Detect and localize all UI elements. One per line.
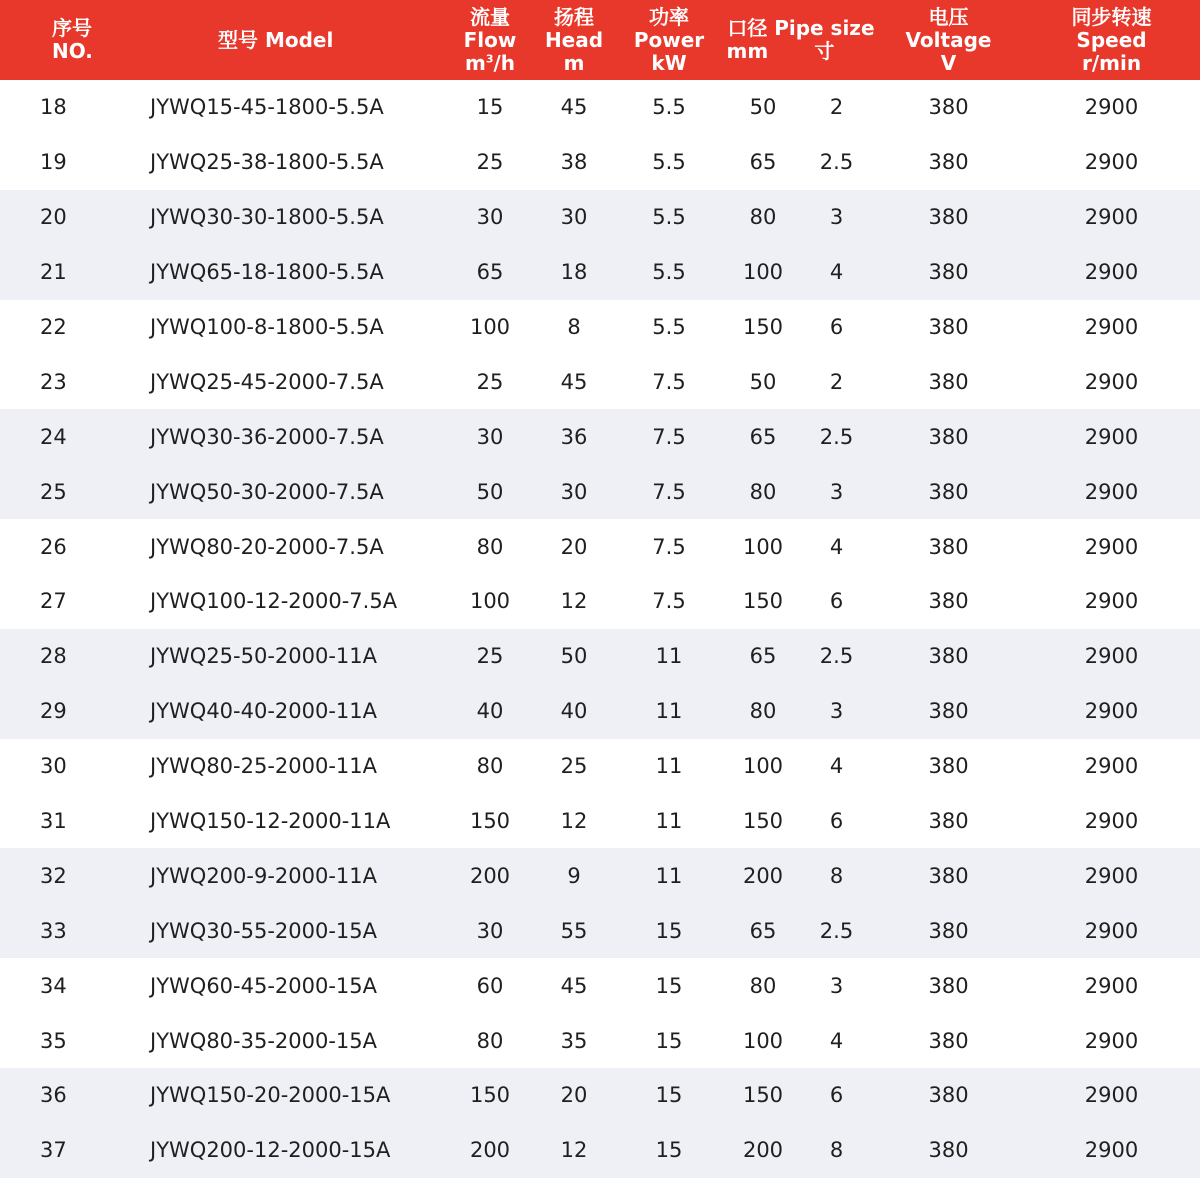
cell-power: 5.5 <box>652 150 686 175</box>
cell-pipe-mm: 65 <box>749 150 777 175</box>
table-row <box>0 354 1200 409</box>
cell-voltage: 380 <box>928 260 969 285</box>
header-voltage <box>874 0 1023 80</box>
cell-no: 34 <box>40 973 67 998</box>
cell-head: 8 <box>567 315 581 339</box>
cell-no: 26 <box>40 534 67 559</box>
cell-head: 12 <box>560 809 588 834</box>
header-pipe-mm: mm <box>726 39 769 63</box>
cell-flow: 150 <box>469 1083 511 1108</box>
cell-voltage: 380 <box>928 1138 969 1163</box>
cell-power: 11 <box>655 863 683 888</box>
cell-pipe-mm: 80 <box>749 973 777 998</box>
cell-flow: 200 <box>469 1138 511 1163</box>
cell-no: 22 <box>40 315 67 339</box>
cell-no: 31 <box>40 809 67 834</box>
cell-flow: 50 <box>476 479 504 504</box>
cell-speed: 2900 <box>1084 589 1139 614</box>
cell-voltage: 380 <box>928 534 969 559</box>
cell-model: JYWQ25-38-1800-5.5A <box>150 150 384 175</box>
cell-no: 28 <box>40 644 67 669</box>
cell-pipe-mm: 65 <box>749 644 777 669</box>
header-head <box>537 0 611 80</box>
cell-speed: 2900 <box>1084 205 1139 230</box>
cell-head: 55 <box>560 918 588 943</box>
table-row <box>0 409 1200 464</box>
table-row <box>0 1068 1200 1123</box>
header-pipe-cn: 口径 <box>727 16 768 40</box>
table-row <box>0 903 1200 958</box>
table-body <box>0 80 1200 1178</box>
cell-head: 35 <box>560 1028 588 1053</box>
cell-flow: 80 <box>476 1028 504 1053</box>
table-header <box>0 0 1200 80</box>
cell-pipe-mm: 200 <box>742 863 784 888</box>
cell-pipe-inch: 3 <box>829 973 844 998</box>
flow-unit-base: m <box>464 50 486 75</box>
flow-unit-sup: 3 <box>485 51 494 65</box>
table-row <box>0 245 1200 300</box>
cell-power: 15 <box>655 1083 683 1108</box>
cell-speed: 2900 <box>1084 699 1139 724</box>
cell-head: 12 <box>560 589 588 614</box>
cell-voltage: 380 <box>928 699 969 724</box>
cell-power: 15 <box>655 1138 683 1163</box>
table-row <box>0 684 1200 739</box>
cell-pipe-inch: 3 <box>829 205 844 230</box>
cell-speed: 2900 <box>1084 1138 1139 1163</box>
table-row <box>0 519 1200 574</box>
cell-model: JYWQ150-20-2000-15A <box>150 1083 391 1108</box>
cell-voltage: 380 <box>928 644 969 669</box>
cell-pipe-inch: 6 <box>829 1083 844 1108</box>
cell-pipe-inch: 8 <box>829 863 844 888</box>
cell-pipe-inch: 6 <box>829 809 844 834</box>
cell-model: JYWQ30-30-1800-5.5A <box>150 205 384 230</box>
cell-no: 25 <box>40 479 67 504</box>
cell-voltage: 380 <box>928 424 969 449</box>
cell-power: 7.5 <box>652 589 686 614</box>
cell-speed: 2900 <box>1084 863 1139 888</box>
cell-no: 33 <box>40 918 67 943</box>
header-head-en: Head <box>544 27 604 52</box>
cell-pipe-mm: 150 <box>742 589 784 614</box>
header-voltage-cn: 电压 <box>928 4 969 29</box>
cell-speed: 2900 <box>1084 260 1139 285</box>
header-flow <box>443 0 537 80</box>
cell-pipe-mm: 80 <box>749 205 777 230</box>
cell-model: JYWQ30-55-2000-15A <box>150 918 378 943</box>
cell-flow: 100 <box>469 589 511 614</box>
header-model-label: 型号 Model <box>218 27 334 52</box>
cell-no: 32 <box>40 863 67 888</box>
header-no-cn: 序号 <box>52 16 92 40</box>
cell-flow: 80 <box>476 534 504 559</box>
cell-voltage: 380 <box>928 1028 969 1053</box>
cell-pipe-inch: 2.5 <box>819 918 854 943</box>
header-pipe-inch: 寸 <box>814 39 835 63</box>
cell-model: JYWQ80-25-2000-11A <box>150 754 378 779</box>
cell-speed: 2900 <box>1084 809 1139 834</box>
cell-voltage: 380 <box>928 973 969 998</box>
cell-flow: 25 <box>476 150 504 175</box>
header-speed <box>1023 0 1200 80</box>
header-speed-cn: 同步转速 <box>1071 4 1152 29</box>
table-row <box>0 739 1200 794</box>
cell-head: 20 <box>560 1083 588 1108</box>
cell-no: 29 <box>40 699 67 724</box>
cell-pipe-inch: 6 <box>829 589 844 614</box>
cell-model: JYWQ200-9-2000-11A <box>150 863 378 888</box>
cell-model: JYWQ50-30-2000-7.5A <box>150 479 384 504</box>
cell-flow: 150 <box>469 809 511 834</box>
cell-no: 18 <box>40 95 67 120</box>
cell-model: JYWQ30-36-2000-7.5A <box>150 424 384 449</box>
cell-speed: 2900 <box>1084 315 1139 339</box>
cell-no: 23 <box>40 369 67 394</box>
cell-flow: 30 <box>476 205 504 230</box>
cell-pipe-inch: 2 <box>829 95 844 120</box>
cell-voltage: 380 <box>928 205 969 230</box>
cell-pipe-mm: 50 <box>749 369 777 394</box>
cell-voltage: 380 <box>928 589 969 614</box>
cell-power: 7.5 <box>652 369 686 394</box>
cell-speed: 2900 <box>1084 754 1139 779</box>
cell-model: JYWQ25-50-2000-11A <box>150 644 378 669</box>
cell-power: 15 <box>655 918 683 943</box>
cell-pipe-inch: 6 <box>829 315 844 339</box>
cell-power: 7.5 <box>652 424 686 449</box>
cell-voltage: 380 <box>928 1083 969 1108</box>
cell-pipe-inch: 2 <box>829 369 844 394</box>
cell-pipe-inch: 3 <box>829 699 844 724</box>
cell-model: JYWQ100-8-1800-5.5A <box>150 315 384 339</box>
cell-head: 30 <box>560 479 588 504</box>
cell-power: 15 <box>655 1028 683 1053</box>
cell-power: 7.5 <box>652 479 686 504</box>
cell-flow: 40 <box>476 699 504 724</box>
header-head-cn: 扬程 <box>554 4 594 29</box>
table-row <box>0 958 1200 1013</box>
cell-head: 50 <box>560 644 588 669</box>
cell-pipe-mm: 80 <box>749 479 777 504</box>
cell-power: 11 <box>655 644 683 669</box>
cell-speed: 2900 <box>1084 95 1139 120</box>
cell-power: 5.5 <box>652 205 686 230</box>
cell-no: 35 <box>40 1028 67 1053</box>
cell-voltage: 380 <box>928 315 969 339</box>
header-flow-cn: 流量 <box>470 4 510 29</box>
cell-pipe-inch: 2.5 <box>819 424 854 449</box>
cell-pipe-mm: 150 <box>742 809 784 834</box>
cell-no: 30 <box>40 754 67 779</box>
cell-model: JYWQ80-35-2000-15A <box>150 1028 378 1053</box>
table-row <box>0 794 1200 849</box>
header-voltage-en: Voltage <box>905 27 992 52</box>
cell-speed: 2900 <box>1084 973 1139 998</box>
cell-no: 27 <box>40 589 67 614</box>
cell-model: JYWQ200-12-2000-15A <box>150 1138 391 1163</box>
cell-pipe-inch: 2.5 <box>819 644 854 669</box>
table-row <box>0 464 1200 519</box>
cell-model: JYWQ100-12-2000-7.5A <box>150 589 398 614</box>
cell-power: 15 <box>655 973 683 998</box>
cell-power: 7.5 <box>652 534 686 559</box>
cell-pipe-inch: 8 <box>829 1138 844 1163</box>
cell-no: 20 <box>40 205 67 230</box>
table-row <box>0 629 1200 684</box>
header-row <box>0 0 1200 80</box>
table-row <box>0 574 1200 629</box>
cell-pipe-mm: 65 <box>749 424 777 449</box>
table-row <box>0 80 1200 135</box>
cell-voltage: 380 <box>928 479 969 504</box>
cell-head: 45 <box>560 369 588 394</box>
cell-model: JYWQ80-20-2000-7.5A <box>150 534 384 559</box>
header-speed-unit: r/min <box>1081 50 1142 75</box>
cell-head: 9 <box>567 863 581 888</box>
cell-model: JYWQ150-12-2000-11A <box>150 809 391 834</box>
cell-pipe-mm: 150 <box>742 315 784 339</box>
cell-head: 40 <box>560 699 588 724</box>
header-head-unit: m <box>563 50 585 75</box>
cell-head: 18 <box>560 260 588 285</box>
header-flow-unit <box>443 52 537 75</box>
cell-no: 19 <box>40 150 67 175</box>
cell-head: 20 <box>560 534 588 559</box>
cell-pipe-mm: 100 <box>742 754 784 779</box>
cell-no: 21 <box>40 260 67 285</box>
cell-pipe-mm: 65 <box>749 918 777 943</box>
cell-model: JYWQ60-45-2000-15A <box>150 973 378 998</box>
header-power-cn: 功率 <box>649 4 689 29</box>
flow-unit-tail: /h <box>493 50 516 75</box>
cell-head: 12 <box>560 1138 588 1163</box>
table-row <box>0 848 1200 903</box>
cell-model: JYWQ25-45-2000-7.5A <box>150 369 384 394</box>
cell-model: JYWQ40-40-2000-11A <box>150 699 378 724</box>
cell-pipe-mm: 200 <box>742 1138 784 1163</box>
cell-speed: 2900 <box>1084 644 1139 669</box>
cell-pipe-inch: 4 <box>829 754 844 779</box>
cell-flow: 65 <box>476 260 504 285</box>
cell-voltage: 380 <box>928 369 969 394</box>
cell-pipe-inch: 4 <box>829 534 844 559</box>
header-power-unit: kW <box>651 50 687 75</box>
cell-flow: 25 <box>476 369 504 394</box>
cell-model: JYWQ15-45-1800-5.5A <box>150 95 384 120</box>
cell-flow: 15 <box>476 95 504 120</box>
cell-flow: 60 <box>476 973 504 998</box>
cell-pipe-inch: 2.5 <box>819 150 854 175</box>
cell-power: 5.5 <box>652 95 686 120</box>
cell-head: 45 <box>560 973 588 998</box>
cell-pipe-mm: 100 <box>742 534 784 559</box>
header-no-en: NO. <box>52 39 93 63</box>
cell-speed: 2900 <box>1084 424 1139 449</box>
cell-voltage: 380 <box>928 150 969 175</box>
cell-flow: 30 <box>476 424 504 449</box>
table-row <box>0 300 1200 355</box>
header-power <box>611 0 727 80</box>
cell-voltage: 380 <box>928 918 969 943</box>
header-pipe-size <box>727 0 874 80</box>
header-model <box>148 0 443 80</box>
cell-head: 45 <box>560 95 588 120</box>
table-row <box>0 1123 1200 1178</box>
cell-pipe-mm: 150 <box>742 1083 784 1108</box>
header-voltage-unit: V <box>940 50 957 75</box>
cell-speed: 2900 <box>1084 1083 1139 1108</box>
cell-flow: 30 <box>476 918 504 943</box>
cell-model: JYWQ65-18-1800-5.5A <box>150 260 384 285</box>
cell-voltage: 380 <box>928 809 969 834</box>
cell-speed: 2900 <box>1084 479 1139 504</box>
cell-speed: 2900 <box>1084 918 1139 943</box>
cell-head: 25 <box>560 754 588 779</box>
cell-pipe-inch: 3 <box>829 479 844 504</box>
table-row <box>0 190 1200 245</box>
cell-head: 30 <box>560 205 588 230</box>
cell-power: 11 <box>655 699 683 724</box>
cell-speed: 2900 <box>1084 369 1139 394</box>
cell-flow: 200 <box>469 863 511 888</box>
cell-pipe-mm: 100 <box>742 260 784 285</box>
cell-no: 36 <box>40 1083 67 1108</box>
cell-speed: 2900 <box>1084 1028 1139 1053</box>
pipe-header-wrap <box>727 17 874 63</box>
cell-power: 11 <box>655 754 683 779</box>
table-row <box>0 1013 1200 1068</box>
cell-power: 5.5 <box>652 315 686 339</box>
cell-no: 37 <box>40 1138 67 1163</box>
cell-pipe-inch: 4 <box>829 1028 844 1053</box>
cell-head: 36 <box>560 424 588 449</box>
cell-pipe-mm: 50 <box>749 95 777 120</box>
header-speed-en: Speed <box>1076 27 1147 52</box>
cell-pipe-mm: 80 <box>749 699 777 724</box>
cell-pipe-inch: 4 <box>829 260 844 285</box>
header-power-en: Power <box>633 27 705 52</box>
header-pipe-en: Pipe size <box>774 16 875 40</box>
pipe-header-right <box>774 17 874 63</box>
header-no <box>0 0 148 80</box>
pipe-header-left <box>727 17 769 63</box>
cell-pipe-mm: 100 <box>742 1028 784 1053</box>
cell-voltage: 380 <box>928 95 969 120</box>
cell-power: 11 <box>655 809 683 834</box>
cell-no: 24 <box>40 424 67 449</box>
cell-flow: 25 <box>476 644 504 669</box>
table-row <box>0 135 1200 190</box>
cell-flow: 80 <box>476 754 504 779</box>
cell-speed: 2900 <box>1084 150 1139 175</box>
cell-voltage: 380 <box>928 754 969 779</box>
header-flow-en: Flow <box>463 27 517 52</box>
cell-speed: 2900 <box>1084 534 1139 559</box>
cell-voltage: 380 <box>928 863 969 888</box>
cell-power: 5.5 <box>652 260 686 285</box>
cell-head: 38 <box>560 150 588 175</box>
cell-flow: 100 <box>469 315 511 339</box>
